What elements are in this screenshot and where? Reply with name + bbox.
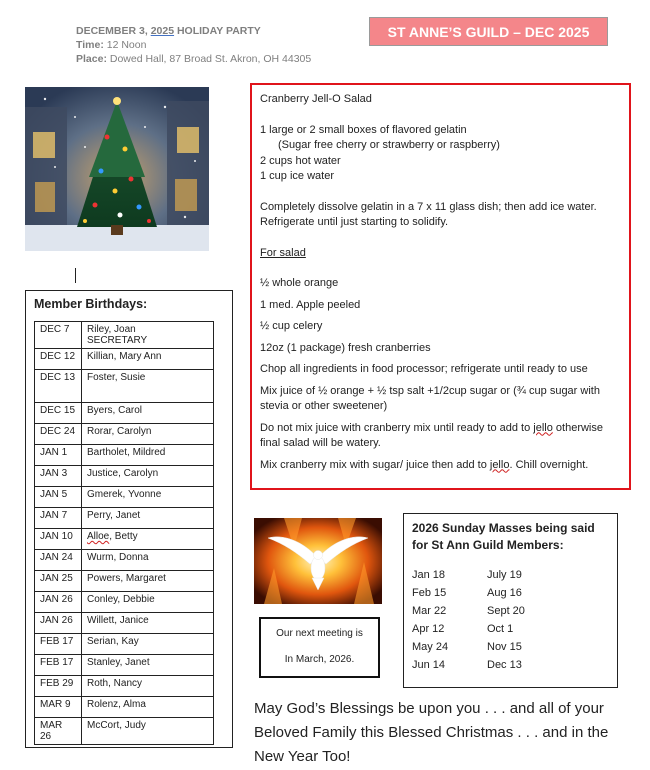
- recipe-panel: [250, 83, 631, 490]
- table-row: MAR 26 McCort, Judy: [35, 718, 214, 745]
- recipe-step: Chop all ingredients in food processor; refrigerate until ready to use: [260, 363, 588, 375]
- guild-banner: ST ANNE’S GUILD – DEC 2025: [369, 17, 608, 46]
- salad-ingredient: 1 med. Apple peeled: [260, 298, 361, 311]
- christmas-blessing: May God’s Blessings be upon you . . . and all of your Beloved Family this Blessed Christmas . . . and in the New Year Too!: [254, 700, 609, 765]
- meeting-line: In March, 2026.: [284, 654, 355, 665]
- table-row: JAN 7 Perry, Janet: [35, 508, 214, 529]
- table-row: JAN 24 Wurm, Donna: [35, 550, 214, 571]
- table-row: MAR 9 Rolenz, Alma: [35, 697, 214, 718]
- list-item: Jan 18 July 19: [412, 569, 522, 581]
- recipe-ingredient: 1 large or 2 small boxes of flavored gelatin: [260, 123, 467, 136]
- salad-ingredient: 12oz (1 package) fresh cranberries: [260, 341, 431, 354]
- table-row: JAN 26 Conley, Debbie: [35, 592, 214, 613]
- list-item: Jun 14 Dec 13: [412, 659, 522, 671]
- recipe-ingredient: 1 cup ice water: [260, 170, 334, 182]
- event-time: Time: 12 Noon: [76, 39, 147, 51]
- table-row: DEC 13 Foster, Susie: [35, 370, 214, 403]
- table-row: JAN 5 Gmerek, Yvonne: [35, 487, 214, 508]
- recipe-ingredient: 2 cups hot water: [260, 154, 341, 167]
- table-row: DEC 7 Riley, Joan SECRETARY: [35, 322, 214, 349]
- list-item: May 24 Nov 15: [412, 641, 522, 653]
- birthdays-table: [34, 321, 214, 745]
- table-row: DEC 12 Killian, Mary Ann: [35, 349, 214, 370]
- recipe-title: Cranberry Jell-O Salad: [260, 93, 372, 105]
- christmas-tree-image: [25, 87, 209, 251]
- recipe-step: Completely dissolve gelatin in a 7 x 11 glass dish; then add ice water. Refrigerate until just starting to solidify.: [260, 200, 597, 228]
- salad-ingredient: ½ cup celery: [260, 320, 323, 332]
- next-meeting-box: [259, 617, 380, 678]
- table-row: FEB 29 Roth, Nancy: [35, 676, 214, 697]
- table-row: JAN 1 Bartholet, Mildred: [35, 445, 214, 466]
- table-row: JAN 25 Powers, Margaret: [35, 571, 214, 592]
- recipe-ingredient-note: (Sugar free cherry or strawberry or raspberry): [278, 139, 500, 151]
- list-item: Apr 12 Oct 1: [412, 623, 514, 635]
- recipe-step: Do not mix juice with cranberry mix until ready to add to jello otherwise final salad will be watery.: [260, 421, 603, 449]
- event-place: Place: Dowed Hall, 87 Broad St. Akron, OH 44305: [76, 53, 312, 65]
- table-row: JAN 10 Alloe, Betty: [35, 529, 214, 550]
- table-row: DEC 15 Byers, Carol: [35, 403, 214, 424]
- list-item: Mar 22 Sept 20: [412, 605, 525, 617]
- holy-spirit-dove-image: [254, 518, 382, 604]
- event-year: 2025: [150, 25, 175, 37]
- event-info: [76, 24, 311, 66]
- sunday-masses-panel: [403, 513, 618, 688]
- table-row: FEB 17 Stanley, Janet: [35, 655, 214, 676]
- meeting-line: Our next meeting is: [276, 628, 363, 639]
- table-row: JAN 3 Justice, Carolyn: [35, 466, 214, 487]
- masses-title: 2026 Sunday Masses being said for St Ann Guild Members:: [412, 521, 595, 552]
- event-title: DECEMBER 3, 2025 HOLIDAY PARTY: [76, 25, 261, 37]
- member-birthdays-panel: [25, 290, 233, 748]
- table-row: DEC 24 Rorar, Carolyn: [35, 424, 214, 445]
- birthdays-title: Member Birthdays:: [34, 297, 148, 311]
- salad-ingredient: ½ whole orange: [260, 277, 339, 289]
- salad-heading: For salad: [260, 246, 306, 259]
- list-item: Feb 15 Aug 16: [412, 587, 522, 599]
- table-row: JAN 26 Willett, Janice: [35, 613, 214, 634]
- recipe-step: Mix juice of ½ orange + ½ tsp salt +1/2cup sugar or (¾ cup sugar with stevia or other sweetener): [260, 384, 600, 412]
- text-cursor: [75, 268, 76, 283]
- recipe-step: Mix cranberry mix with sugar/ juice then add to jello. Chill overnight.: [260, 458, 589, 471]
- table-row: FEB 17 Serian, Kay: [35, 634, 214, 655]
